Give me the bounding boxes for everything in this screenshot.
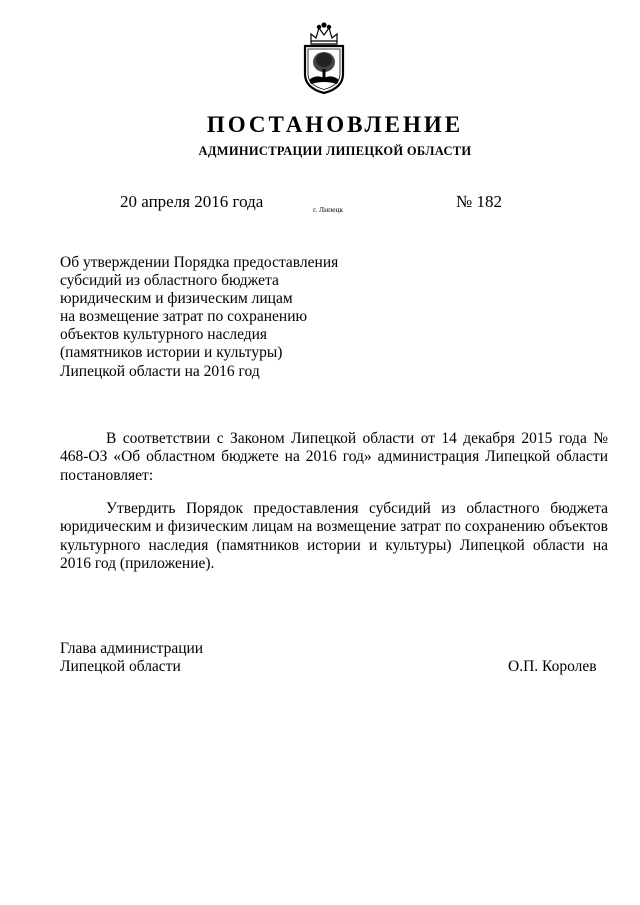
document-number: № 182 [456, 192, 502, 211]
heading-line: на возмещение затрат по сохранению [60, 308, 308, 326]
document-heading [60, 254, 338, 381]
document-title: ПОСТАНОВЛЕНИЕ [206, 112, 464, 137]
heading-line: Липецкой области на 2016 год [60, 362, 260, 380]
heading-line: субсидий из областного бюджета [60, 272, 279, 290]
signatory-position-line-2: Липецкой области [60, 658, 181, 676]
heading-line: объектов культурного наследия [60, 326, 268, 344]
heading-line: (памятников истории и культуры) [60, 344, 283, 362]
heading-line: Об утверждении Порядка предоставления [60, 254, 339, 271]
body-paragraph-1: В соответствии с Законом Липецкой области от 14 декабря 2015 года № 468-ОЗ «Об областном бюджете на 2016 год» администрация Липецкой области постановляет: [60, 430, 608, 484]
signatory-position [60, 640, 203, 677]
coat-of-arms-icon [301, 22, 347, 94]
body-paragraph-2: Утвердить Порядок предоставления субсидий из областного бюджета юридическим и физическим лицам на возмещение затрат по сохранению объектов культурного наследия (памятников истории и культуры) Липецкой области на 2016 год (приложение). [60, 500, 608, 572]
signatory-position-line-1: Глава администрации [60, 640, 204, 657]
document-subtitle: АДМИНИСТРАЦИИ ЛИПЕЦКОЙ ОБЛАСТИ [198, 144, 472, 158]
heading-line: юридическим и физическим лицам [60, 290, 293, 308]
document-date: 20 апреля 2016 года [120, 192, 264, 211]
signatory-name: О.П. Королев [508, 658, 597, 675]
document-city: г. Липецк [313, 205, 344, 214]
